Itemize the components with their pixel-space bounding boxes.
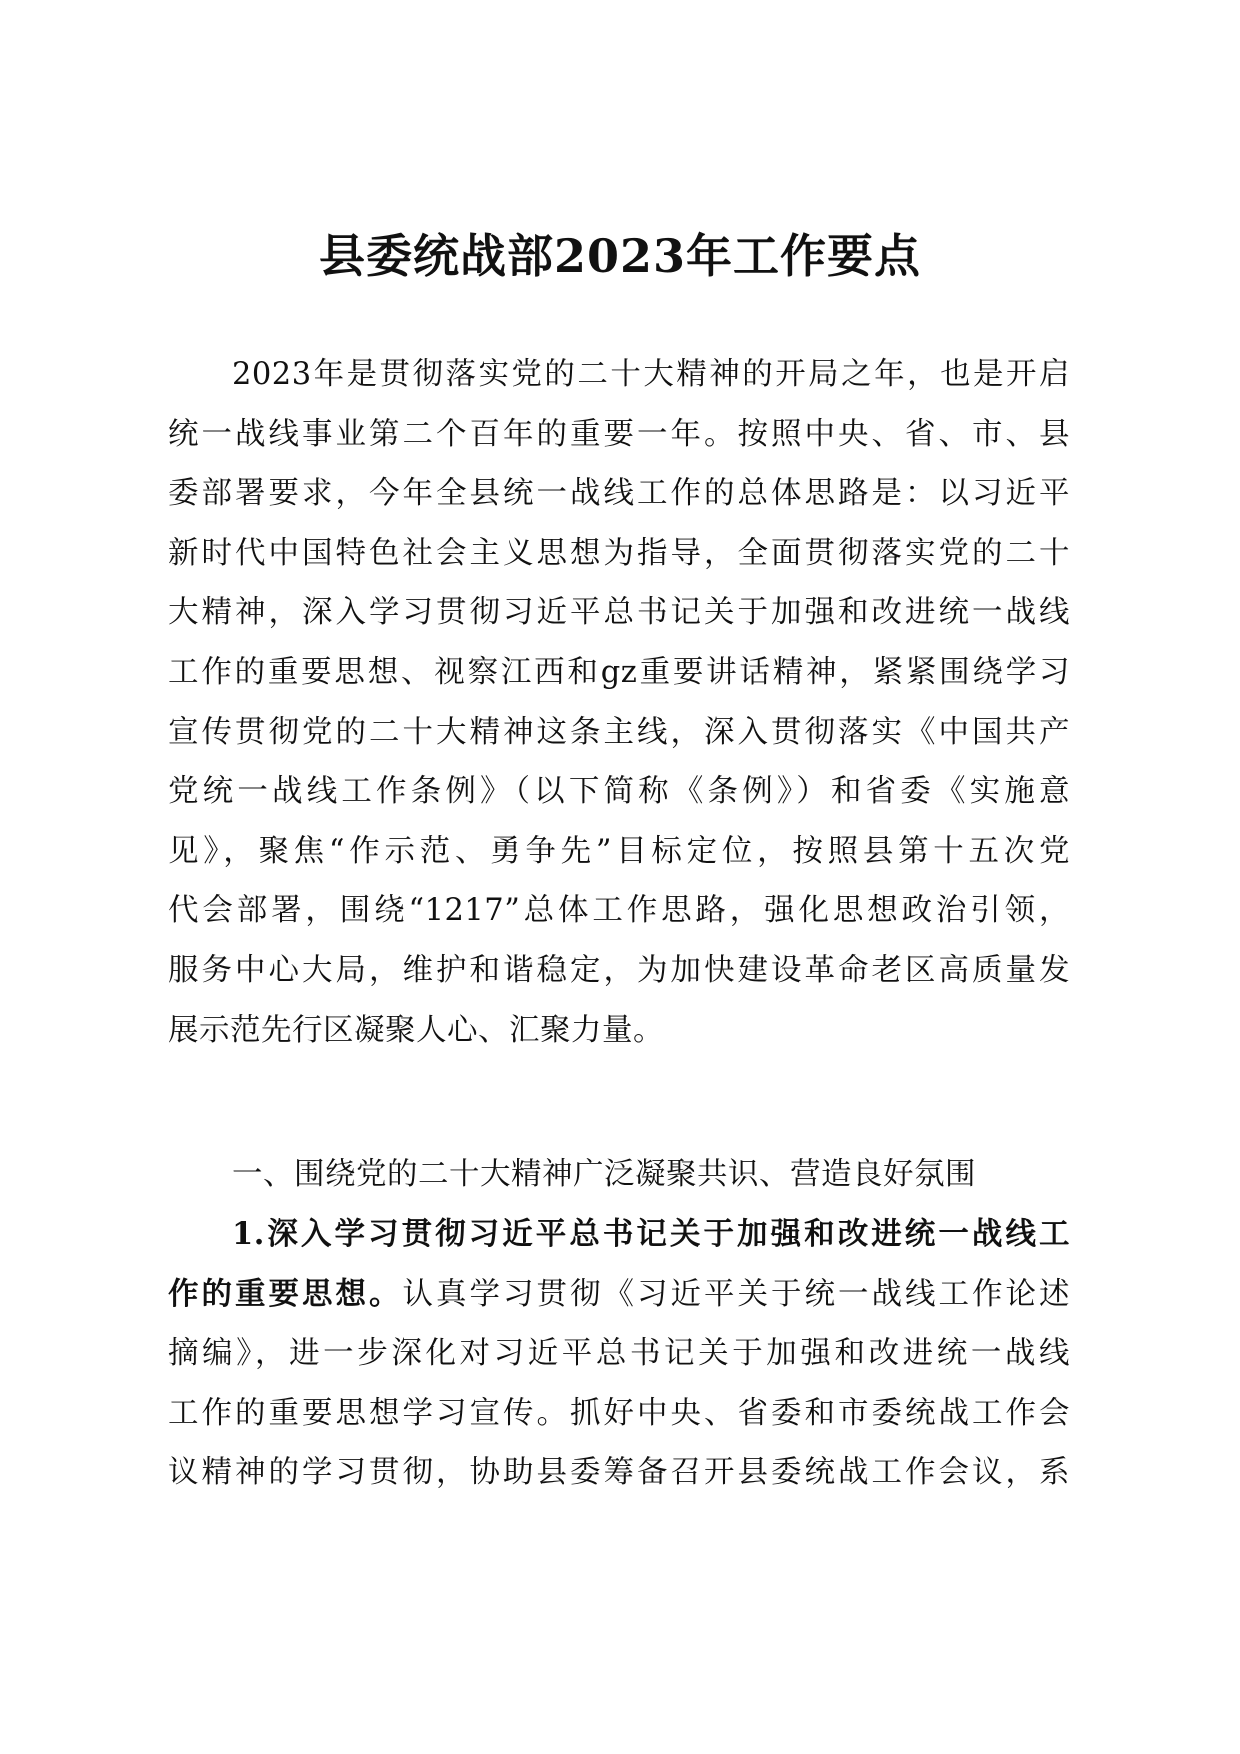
intro-line: 大精神，深入学习贯彻习近平总书记关于加强和改进统一战线 [168,595,1070,631]
intro-line: 代会部署，围绕“1217”总体工作思路，强化思想政治引领， [168,893,1070,929]
item-1-line: 议精神的学习贯彻，协助县委筹备召开县委统战工作会议，系 [168,1455,1070,1491]
intro-line: 展示范先行区凝聚人心、汇聚力量。 [168,1012,664,1048]
intro-line: 工作的重要思想、视察江西和gz重要讲话精神，紧紧围绕学习 [168,654,1070,690]
item-1-line: 工作的重要思想学习宣传。抓好中央、省委和市委统战工作会 [168,1395,1070,1431]
intro-paragraph [168,345,1070,1060]
item-1-title-end: 作的重要思想。 [168,1275,403,1312]
intro-line: 党统一战线工作条例》（以下简称《条例》）和省委《实施意 [168,774,1070,810]
intro-line: 2023年是贯彻落实党的二十大精神的开局之年，也是开启 [232,357,1070,392]
item-1-line [168,1265,1070,1325]
item-1-title-line: 1.深入学习贯彻习近平总书记关于加强和改进统一战线工 [232,1216,1070,1252]
item-1-paragraph [168,1205,1070,1503]
item-1-text: 认真学习贯彻《习近平关于统一战线工作论述 [402,1276,1070,1312]
section-heading: 一、围绕党的二十大精神广泛凝聚共识、营造良好氛围 [232,1157,976,1192]
intro-line: 统一战线事业第二个百年的重要一年。按照中央、省、市、县 [168,416,1070,452]
intro-line: 委部署要求，今年全县统一战线工作的总体思路是：以习近平 [168,476,1070,512]
item-1-line: 摘编》，进一步深化对习近平总书记关于加强和改进统一战线 [168,1336,1070,1372]
intro-line: 服务中心大局，维护和谐稳定，为加快建设革命老区高质量发 [168,952,1070,988]
intro-line: 宣传贯彻党的二十大精神这条主线，深入贯彻落实《中国共产 [168,714,1070,750]
intro-line: 见》，聚焦“作示范、勇争先”目标定位，按照县第十五次党 [168,833,1070,869]
document-title: 县委统战部2023年工作要点 [318,229,922,283]
intro-line: 新时代中国特色社会主义思想为指导，全面贯彻落实党的二十 [168,535,1070,571]
